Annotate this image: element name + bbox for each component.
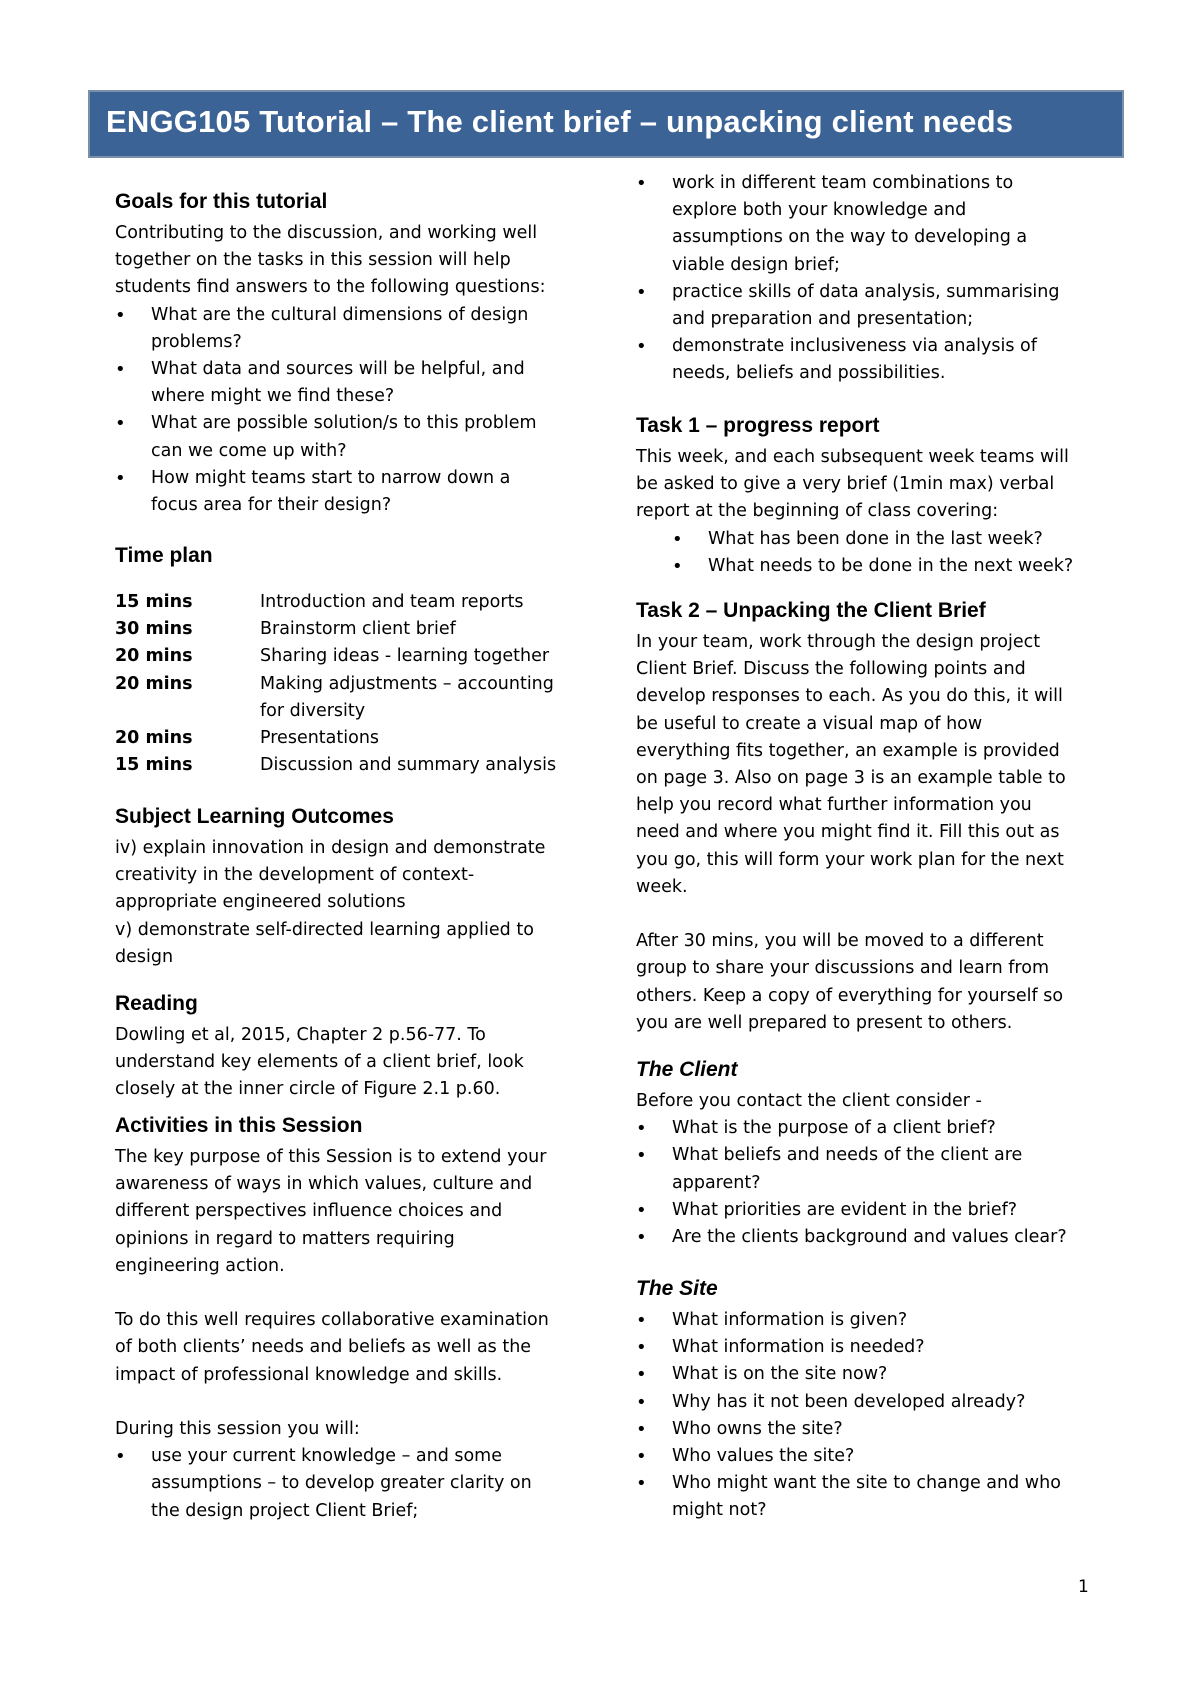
goals-bullet-line: problems? bbox=[151, 331, 242, 352]
goals-bullet-line: What are the cultural dimensions of design • bbox=[151, 302, 528, 329]
client-intro: Before you contact the client consider - bbox=[636, 1091, 982, 1111]
bullet-icon: • bbox=[636, 1418, 647, 1440]
section-heading-activities: Activities in this Session bbox=[115, 1114, 363, 1137]
bullet-icon: • bbox=[636, 1364, 647, 1386]
bullet-icon: • bbox=[636, 173, 647, 194]
task2-p2-line: others. Keep a copy of everything for yourself so bbox=[636, 985, 1064, 1006]
task2-p1-line: on page 3. Also on page 3 is an example table to bbox=[636, 768, 1066, 788]
bullet-icon: • bbox=[672, 528, 683, 550]
activities-bullet-line: needs, beliefs and possibilities. bbox=[672, 363, 946, 384]
bullet-icon: • bbox=[636, 281, 647, 303]
section-heading-client: The Client bbox=[636, 1058, 738, 1081]
section-heading-task1: Task 1 – progress report bbox=[636, 414, 880, 437]
activities-intro: During this session you will: bbox=[115, 1419, 360, 1439]
bullet-icon: • bbox=[636, 1227, 647, 1248]
bullet-icon: • bbox=[115, 304, 126, 326]
activities-bullet-line: practice skills of data analysis, summarising • bbox=[672, 279, 1060, 306]
reading-line: Dowling et al, 2015, Chapter 2 p.56-77. To bbox=[115, 1025, 486, 1045]
site-bullet-line: Who owns the site? • bbox=[672, 1416, 843, 1443]
activities-p1-line: awareness of ways in which values, culture and bbox=[115, 1174, 533, 1195]
activities-p1-line: The key purpose of this Session is to extend your bbox=[115, 1147, 547, 1167]
activities-bullet-line: work in different team combinations to • bbox=[672, 170, 1013, 197]
goals-intro-line: students find answers to the following questions: bbox=[115, 277, 546, 298]
activities-p2-line: impact of professional knowledge and skills. bbox=[115, 1364, 503, 1385]
section-heading-site: The Site bbox=[636, 1277, 718, 1300]
task2-p1-line: Client Brief. Discuss the following points and bbox=[636, 659, 1026, 680]
goals-bullet-line: What are possible solution/s to this problem • bbox=[151, 410, 537, 437]
site-bullet-line: What is on the site now? • bbox=[672, 1361, 887, 1388]
outcomes-line: iv) explain innovation in design and demonstrate bbox=[115, 838, 546, 858]
section-heading-time-plan: Time plan bbox=[115, 544, 213, 567]
client-bullet-line: What is the purpose of a client brief? • bbox=[672, 1115, 996, 1142]
bullet-icon: • bbox=[672, 555, 683, 577]
reading-line: closely at the inner circle of Figure 2.1 p.60. bbox=[115, 1079, 501, 1100]
bullet-icon: • bbox=[636, 336, 647, 358]
goals-intro-line: together on the tasks in this session will help bbox=[115, 250, 511, 271]
page-number: 1 bbox=[1078, 1577, 1089, 1597]
client-bullet-line: What beliefs and needs of the client are • bbox=[672, 1142, 1022, 1169]
goals-bullet-line: can we come up with? bbox=[151, 440, 347, 461]
goals-bullet-line: How might teams start to narrow down a • bbox=[151, 465, 510, 492]
bullet-icon: • bbox=[636, 1199, 647, 1221]
activities-bullet-line: viable design brief; bbox=[672, 254, 840, 275]
activities-p1-line: opinions in regard to matters requiring bbox=[115, 1228, 455, 1249]
task2-p1-line: In your team, work through the design project bbox=[636, 632, 1041, 652]
site-bullet-line: What information is needed? • bbox=[672, 1334, 925, 1361]
site-bullet-line: might not? bbox=[672, 1500, 767, 1521]
activities-bullet-line: assumptions – to develop greater clarity on bbox=[151, 1473, 532, 1494]
bullet-icon: • bbox=[115, 413, 126, 435]
task2-p2-line: you are well prepared to present to others. bbox=[636, 1012, 1013, 1033]
goals-bullet-line: What data and sources will be helpful, and • bbox=[151, 356, 525, 383]
time-plan-mins: 20 mins bbox=[115, 646, 193, 667]
activities-bullet-line: demonstrate inclusiveness via analysis of • bbox=[672, 333, 1037, 360]
activities-bullet-line: explore both your knowledge and bbox=[672, 200, 967, 221]
activities-p1-line: engineering action. bbox=[115, 1255, 285, 1276]
task2-p2-line: group to share your discussions and learn from bbox=[636, 958, 1049, 979]
time-plan-activity: Presentations bbox=[260, 728, 380, 748]
site-bullet-line: Who might want the site to change and who • bbox=[672, 1470, 1061, 1497]
task1-bullet-line: What needs to be done in the next week? • bbox=[708, 553, 1073, 580]
site-bullet-line: Who values the site? • bbox=[672, 1443, 854, 1470]
time-plan-mins: 15 mins bbox=[115, 592, 193, 612]
time-plan-mins: 30 mins bbox=[115, 619, 193, 640]
task1-line: This week, and each subsequent week teams will bbox=[636, 447, 1069, 467]
time-plan-mins: 20 mins bbox=[115, 673, 193, 694]
time-plan-activity: Sharing ideas - learning together bbox=[260, 646, 550, 667]
section-heading-task2: Task 2 – Unpacking the Client Brief bbox=[636, 599, 986, 622]
section-heading-outcomes: Subject Learning Outcomes bbox=[115, 805, 394, 828]
outcomes-line: design bbox=[115, 946, 174, 967]
task2-p1-line: be useful to create a visual map of how bbox=[636, 713, 983, 734]
bullet-icon: • bbox=[636, 1473, 647, 1495]
task2-p1-line: need and where you might find it. Fill this out as bbox=[636, 822, 1060, 843]
activities-p1-line: different perspectives influence choices and bbox=[115, 1201, 503, 1222]
task2-p1-line: everything fits together, an example is provided bbox=[636, 740, 1060, 761]
time-plan-activity: Brainstorm client brief bbox=[260, 619, 456, 640]
activities-bullet-line: and preparation and presentation; bbox=[672, 309, 974, 329]
task2-p1-line: help you record what further information you bbox=[636, 795, 1032, 816]
task1-bullet-line: What has been done in the last week? • bbox=[708, 526, 1043, 553]
task2-p1-line: you go, this will form your work plan for the next bbox=[636, 849, 1064, 870]
bullet-icon: • bbox=[115, 1446, 126, 1468]
time-plan-activity: Making adjustments – accounting bbox=[260, 673, 554, 694]
task1-line: be asked to give a very brief (1min max) verbal bbox=[636, 474, 1055, 495]
bullet-icon: • bbox=[636, 1145, 647, 1167]
reading-line: understand key elements of a client brief, look bbox=[115, 1052, 524, 1073]
time-plan-mins: 20 mins bbox=[115, 728, 193, 748]
activities-bullet-line: the design project Client Brief; bbox=[151, 1500, 419, 1521]
task2-p1-line: develop responses to each. As you do this, it will bbox=[636, 686, 1063, 707]
bullet-icon: • bbox=[636, 1310, 647, 1331]
bullet-icon: • bbox=[115, 359, 126, 380]
task2-p1-line: week. bbox=[636, 876, 688, 897]
section-heading-reading: Reading bbox=[115, 992, 198, 1015]
goals-bullet-line: focus area for their design? bbox=[151, 495, 392, 515]
outcomes-line: appropriate engineered solutions bbox=[115, 892, 406, 913]
activities-p2-line: of both clients’ needs and beliefs as well as the bbox=[115, 1337, 532, 1358]
bullet-icon: • bbox=[636, 1118, 647, 1140]
bullet-icon: • bbox=[636, 1391, 647, 1413]
site-bullet-line: What information is given? • bbox=[672, 1307, 907, 1334]
activities-bullet-line: assumptions on the way to developing a bbox=[672, 227, 1028, 248]
page-header bbox=[88, 90, 1124, 158]
client-bullet-line: What priorities are evident in the brief? • bbox=[672, 1197, 1017, 1224]
activities-bullet-line: use your current knowledge – and some • bbox=[151, 1443, 502, 1470]
client-bullet-line: Are the clients background and values clear? • bbox=[672, 1224, 1067, 1251]
section-heading-goals: Goals for this tutorial bbox=[115, 190, 328, 213]
activities-p2-line: To do this well requires collaborative examination bbox=[115, 1310, 549, 1331]
site-bullet-line: Why has it not been developed already? • bbox=[672, 1389, 1025, 1416]
time-plan-activity: Introduction and team reports bbox=[260, 592, 524, 612]
outcomes-line: creativity in the development of context- bbox=[115, 865, 475, 886]
goals-bullet-line: where might we find these? bbox=[151, 386, 395, 407]
goals-intro-line: Contributing to the discussion, and working well bbox=[115, 223, 538, 243]
bullet-icon: • bbox=[636, 1337, 647, 1359]
task1-line: report at the beginning of class covering: bbox=[636, 501, 999, 522]
task2-p2-line: After 30 mins, you will be moved to a different bbox=[636, 931, 1044, 952]
time-plan-activity: Discussion and summary analysis bbox=[260, 755, 557, 776]
client-bullet-line: apparent? bbox=[672, 1172, 761, 1193]
time-plan-mins: 15 mins bbox=[115, 755, 193, 776]
bullet-icon: • bbox=[115, 467, 126, 489]
outcomes-line: v) demonstrate self-directed learning applied to bbox=[115, 919, 534, 940]
time-plan-activity: for diversity bbox=[260, 700, 366, 721]
page-title: ENGG105 Tutorial – The client brief – unpacking client needs bbox=[106, 104, 1014, 139]
bullet-icon: • bbox=[636, 1446, 647, 1467]
